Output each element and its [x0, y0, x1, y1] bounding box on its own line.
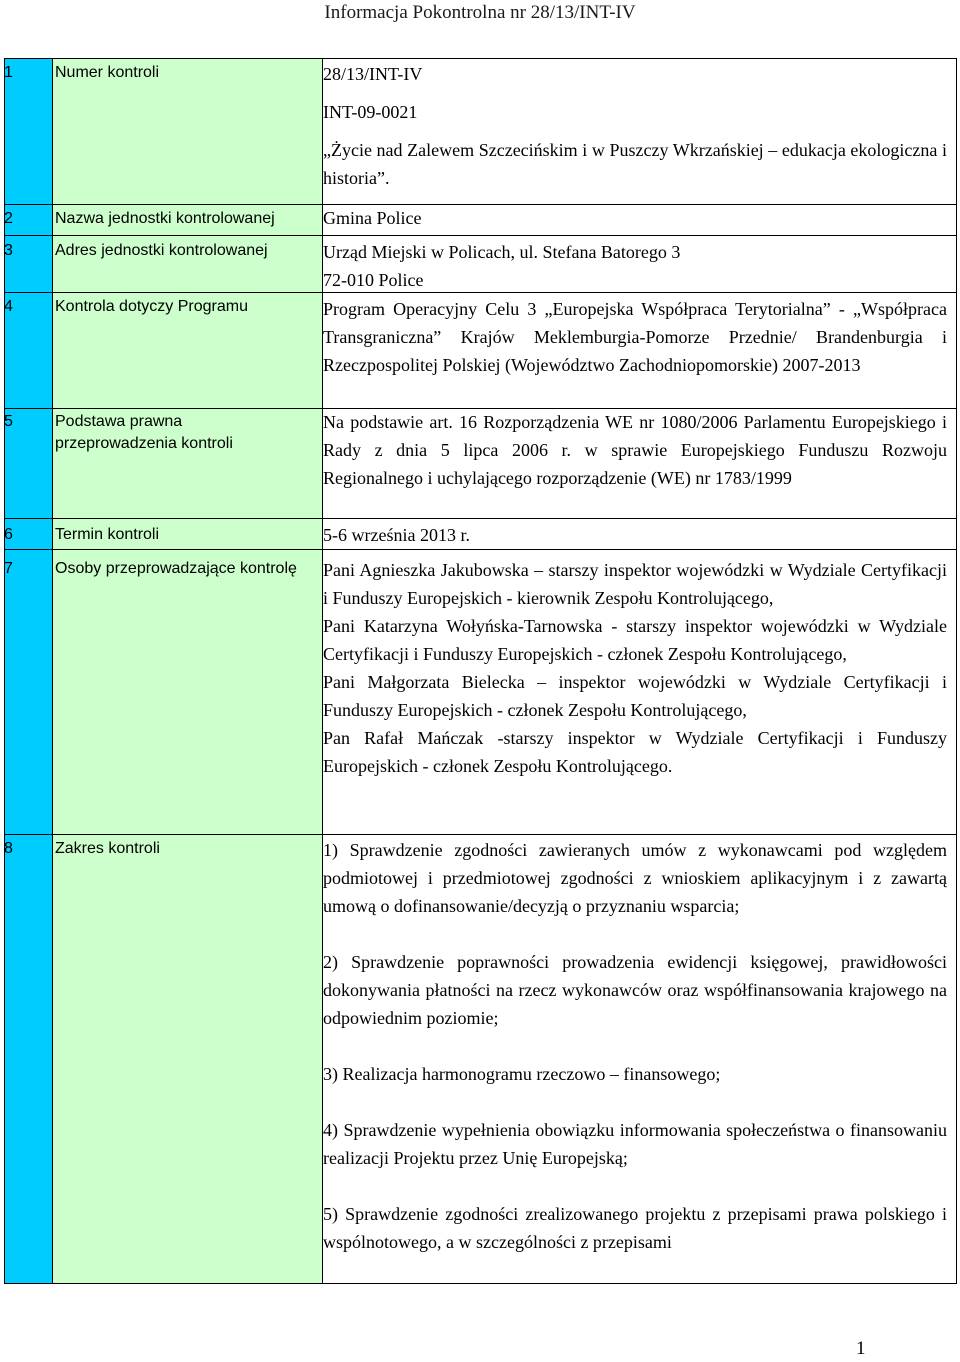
row-8-label: Zakres kontroli: [55, 840, 160, 857]
row-5-number: 5: [4, 413, 13, 430]
row-1-number: 1: [4, 64, 13, 81]
row-5-label: Podstawa prawna przeprowadzenia kontroli: [55, 413, 233, 452]
row-6-label: Termin kontroli: [55, 526, 160, 543]
entity-postcode: 72-010 Police: [323, 270, 424, 290]
row-divider: [5, 235, 956, 236]
inspector-3: Pani Małgorzata Bielecka – inspektor wojewódzki w Wydziale Certyfikacji i Funduszy Europejskich - członek Zespołu Kontrolującego,: [323, 672, 947, 720]
legal-basis: Na podstawie art. 16 Rozporządzenia WE nr 1080/2006 Parlamentu Europejskiego i Rady z dnia 5 lipca 2006 r. w sprawie Europejskiego Funduszu Rozwoju Regionalnego i uchylającego rozporządzenie (WE) nr 1783/1999: [323, 412, 947, 488]
project-title: „Życie nad Zalewem Szczecińskim i w Puszczy Wkrzańskiej – edukacja ekologiczna i historia”.: [323, 140, 947, 188]
scope-item-4: 4) Sprawdzenie wypełnienia obowiązku informowania społeczeństwa o finansowaniu realizacji Projektu przez Unię Europejską;: [323, 1120, 947, 1168]
row-divider: [5, 518, 956, 519]
inspector-1: Pani Agnieszka Jakubowska – starszy inspektor wojewódzki w Wydziale Certyfikacji i Funduszy Europejskich - kierownik Zespołu Kontrolującego,: [323, 560, 947, 608]
scope-item-3: 3) Realizacja harmonogramu rzeczowo – finansowego;: [323, 1064, 721, 1084]
row-5-value: [323, 408, 947, 492]
row-divider: [5, 834, 956, 835]
row-2-value: [323, 204, 947, 232]
control-date: 5-6 września 2013 r.: [323, 525, 470, 545]
row-7-value: [323, 556, 947, 780]
entity-name: Gmina Police: [323, 208, 422, 228]
row-6-value: [323, 521, 947, 549]
row-8-value: [323, 836, 947, 1256]
page-header-title: Informacja Pokontrolna nr 28/13/INT-IV: [324, 2, 636, 23]
row-4-value: [323, 295, 947, 379]
row-2-number: 2: [4, 210, 13, 227]
control-number: 28/13/INT-IV: [323, 64, 423, 84]
row-divider: [5, 549, 956, 550]
row-6-number: 6: [4, 526, 13, 543]
row-2-label: Nazwa jednostki kontrolowanej: [55, 210, 275, 227]
inspector-4: Pan Rafał Mańczak -starszy inspektor w Wydziale Certyfikacji i Funduszy Europejskich - członek Zespołu Kontrolującego.: [323, 728, 947, 776]
row-7-number: 7: [4, 560, 13, 577]
entity-street: Urząd Miejski w Policach, ul. Stefana Batorego 3: [323, 242, 681, 262]
row-3-label: Adres jednostki kontrolowanej: [55, 242, 268, 259]
page-number: 1: [856, 1338, 866, 1359]
row-4-number: 4: [4, 298, 13, 315]
row-3-number: 3: [4, 242, 13, 259]
scope-item-5: 5) Sprawdzenie zgodności zrealizowanego projektu z przepisami prawa polskiego i wspólnotowego, a w szczególności z przepisami: [323, 1204, 947, 1252]
row-4-label: Kontrola dotyczy Programu: [55, 298, 248, 315]
row-1-label: Numer kontroli: [55, 64, 160, 81]
program-name: Program Operacyjny Celu 3 „Europejska Współpraca Terytorialna” - „Współpraca Transgraniczna” Krajów Meklemburgia-Pomorze Przednie/ Brandenburgia i Rzeczpospolitej Polskiej (Województwo Zachodniopomorskie) 2007-2013: [323, 299, 947, 375]
row-7-label: Osoby przeprowadzające kontrolę: [55, 560, 297, 577]
row-1-value: [323, 60, 947, 192]
control-code: INT-09-0021: [323, 102, 418, 122]
scope-item-1: 1) Sprawdzenie zgodności zawieranych umów z wykonawcami pod względem podmiotowej i przedmiotowej zgodności z wnioskiem aplikacyjnym i z zawartą umową o dofinansowanie/decyzją o przyznaniu wsparcia;: [323, 840, 947, 916]
row-3-value: [323, 238, 947, 294]
row-8-number: 8: [4, 840, 13, 857]
scope-item-2: 2) Sprawdzenie poprawności prowadzenia ewidencji księgowej, prawidłowości dokonywania płatności na rzecz wykonawców oraz współfinansowania krajowego na odpowiednim poziomie;: [323, 952, 947, 1028]
inspector-2: Pani Katarzyna Wołyńska-Tarnowska - starszy inspektor wojewódzki w Wydziale Certyfikacji i Funduszy Europejskich - członek Zespołu Kontrolującego,: [323, 616, 947, 664]
